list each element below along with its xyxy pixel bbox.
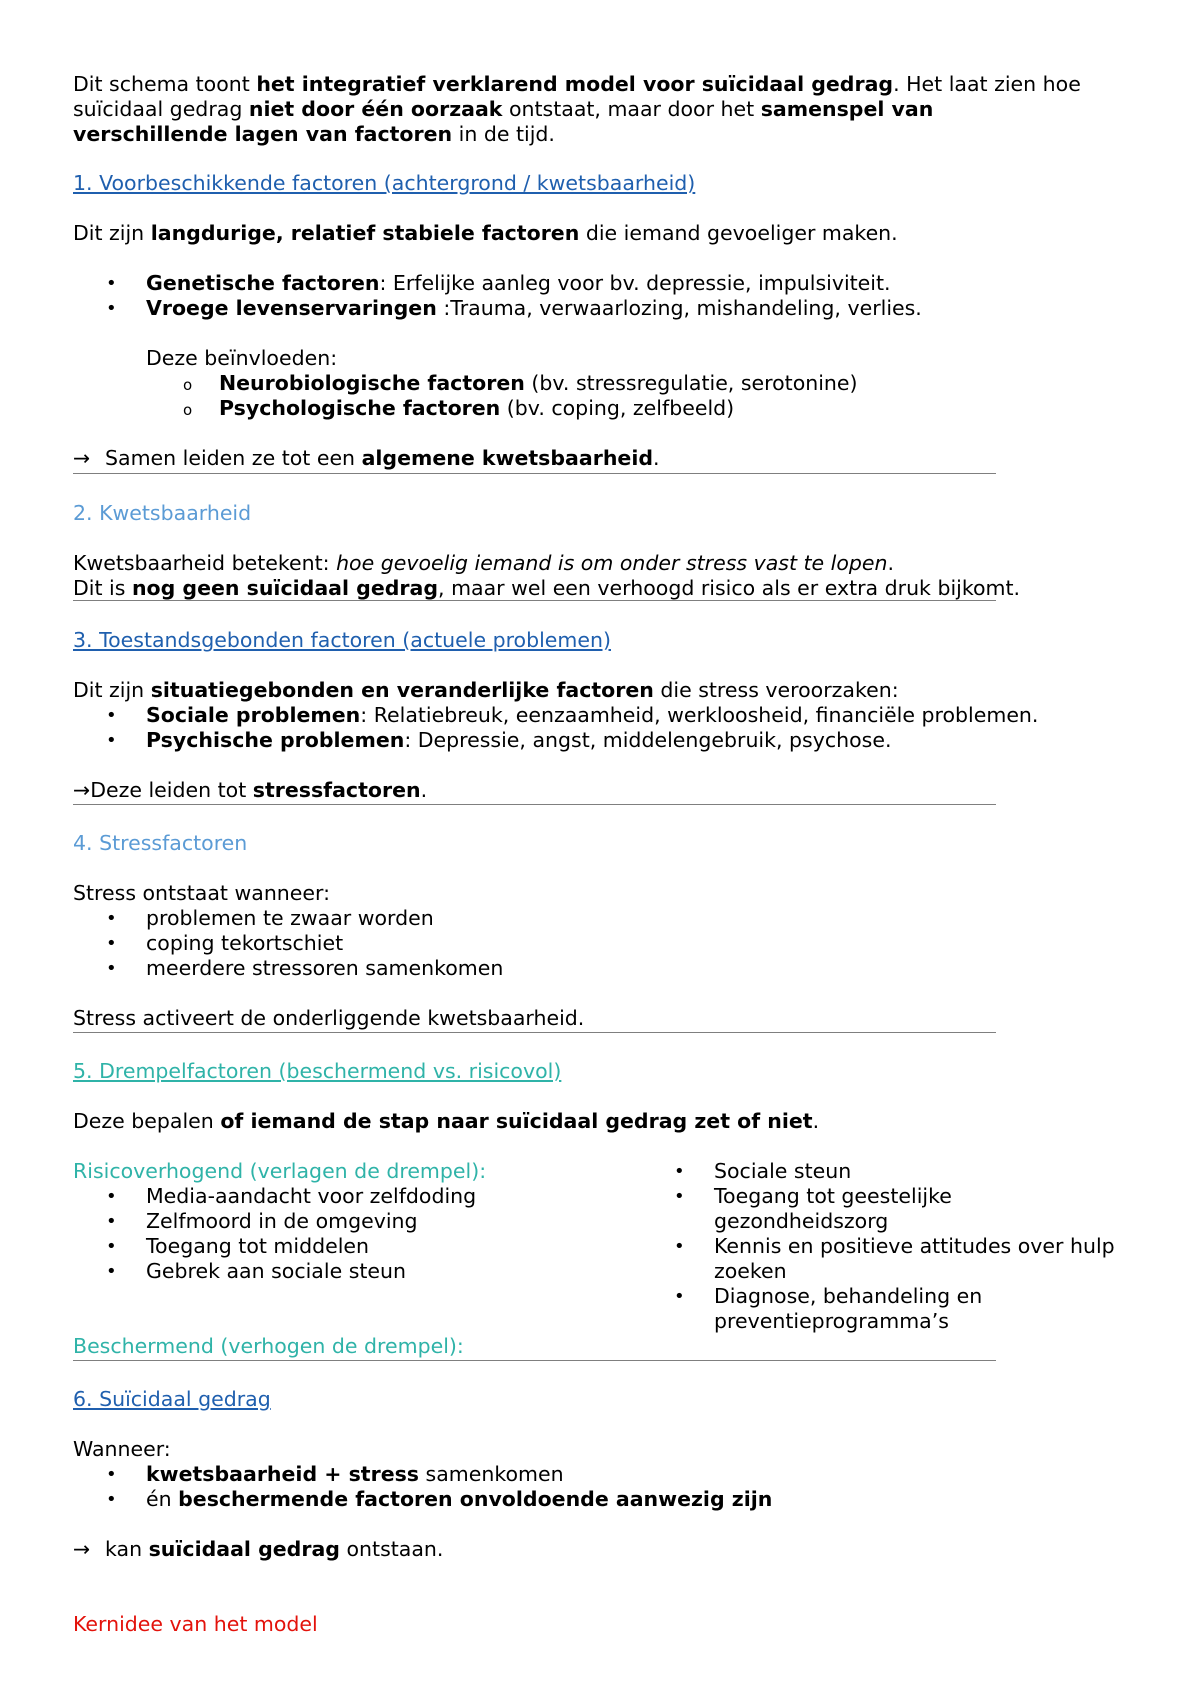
divider [73,1360,996,1361]
section-3-description: Dit zijn situatiegebonden en veranderlijke factoren die stress veroorzaken: [73,678,899,702]
section-1-conclusion: → Samen leiden ze tot een algemene kwetsbaarheid. [73,446,660,470]
bullet-icon: • [106,1464,117,1485]
bullet-icon: • [106,1236,117,1257]
intro-line-1: Dit schema toont het integratief verklarend model voor suïcidaal gedrag. Het laat zien hoe [73,72,1081,96]
arrow-icon: → [73,446,91,470]
bullet-icon: • [106,730,117,751]
divider [73,600,996,601]
bullet-icon: • [106,933,117,954]
circle-bullet-icon: o [183,376,193,394]
divider [73,1032,996,1033]
list-item-psychic-problems: Psychische problemen: Depressie, angst, middelengebruik, psychose. [146,728,892,752]
section-5-description: Deze bepalen of iemand de stap naar suïcidaal gedrag zet of niet. [73,1109,820,1133]
bullet-icon: • [106,1211,117,1232]
bullet-icon: • [674,1286,685,1307]
protect-item: Sociale steun [714,1159,852,1183]
section-4-intro: Stress ontstaat wanneer: [73,881,331,905]
list-item-early-life: Vroege levenservaringen :Trauma, verwaarlozing, mishandeling, verlies. [146,296,922,320]
protect-item-continued: gezondheidszorg [714,1209,889,1233]
bullet-icon: • [106,1489,117,1510]
bullet-icon: • [106,705,117,726]
protect-item-continued: zoeken [714,1259,787,1283]
sublist-item-psych: Psychologische factoren (bv. coping, zelfbeeld) [219,396,735,420]
section-5-title[interactable]: 5. Drempelfactoren (beschermend vs. risicovol) [73,1059,562,1083]
bullet-icon: • [674,1186,685,1207]
risk-item: Media-aandacht voor zelfdoding [146,1184,477,1208]
section-4-title: 4. Stressfactoren [73,831,248,855]
section-6-title[interactable]: 6. Suïcidaal gedrag [73,1387,271,1411]
protect-title: Beschermend (verhogen de drempel): [73,1334,464,1358]
bullet-icon: • [674,1236,685,1257]
risk-item: Toegang tot middelen [146,1234,370,1258]
arrow-icon: → [73,1537,91,1561]
section-2-title: 2. Kwetsbaarheid [73,501,252,525]
sublist-item-neuro: Neurobiologische factoren (bv. stressregulatie, serotonine) [219,371,858,395]
section-2-line-1: Kwetsbaarheid betekent: hoe gevoelig iemand is om onder stress vast te lopen. [73,551,895,575]
list-item: kwetsbaarheid + stress samenkomen [146,1462,564,1486]
bullet-icon: • [106,958,117,979]
divider [73,804,996,805]
protect-item: Toegang tot geestelijke [714,1184,952,1208]
influence-label: Deze beïnvloeden: [146,346,338,370]
bullet-icon: • [106,1261,117,1282]
protect-item: Kennis en positieve attitudes over hulp [714,1234,1115,1258]
section-6-conclusion: → kan suïcidaal gedrag ontstaan. [73,1537,444,1561]
risk-item: Zelfmoord in de omgeving [146,1209,418,1233]
section-1-title[interactable]: 1. Voorbeschikkende factoren (achtergrond / kwetsbaarheid) [73,171,696,195]
risk-item: Gebrek aan sociale steun [146,1259,407,1283]
bullet-icon: • [106,298,117,319]
intro-line-2: suïcidaal gedrag niet door één oorzaak ontstaat, maar door het samenspel van [73,97,934,121]
risk-title: Risicoverhogend (verlagen de drempel): [73,1159,487,1183]
section-3-conclusion: →Deze leiden tot stressfactoren. [73,778,428,802]
bullet-icon: • [106,273,117,294]
divider [73,473,996,474]
list-item-genetic: Genetische factoren: Erfelijke aanleg voor bv. depressie, impulsiviteit. [146,271,891,295]
intro-line-3: verschillende lagen van factoren in de tijd. [73,122,555,146]
protect-item-continued: preventieprogramma’s [714,1309,949,1333]
section-6-intro: Wanneer: [73,1437,171,1461]
section-3-title[interactable]: 3. Toestandsgebonden factoren (actuele problemen) [73,628,611,652]
list-item: meerdere stressoren samenkomen [146,956,504,980]
core-idea-title: Kernidee van het model [73,1612,318,1636]
section-1-description: Dit zijn langdurige, relatief stabiele factoren die iemand gevoeliger maken. [73,221,898,245]
circle-bullet-icon: o [183,401,193,419]
list-item: problemen te zwaar worden [146,906,434,930]
section-4-conclusion: Stress activeert de onderliggende kwetsbaarheid. [73,1006,585,1030]
bullet-icon: • [106,1186,117,1207]
section-2-line-2: Dit is nog geen suïcidaal gedrag, maar wel een verhoogd risico als er extra druk bijkomt. [73,576,1021,600]
bullet-icon: • [674,1161,685,1182]
protect-item: Diagnose, behandeling en [714,1284,983,1308]
arrow-icon: → [73,778,91,802]
list-item: én beschermende factoren onvoldoende aanwezig zijn [146,1487,773,1511]
list-item-social-problems: Sociale problemen: Relatiebreuk, eenzaamheid, werkloosheid, financiële problemen. [146,703,1039,727]
list-item: coping tekortschiet [146,931,344,955]
bullet-icon: • [106,908,117,929]
